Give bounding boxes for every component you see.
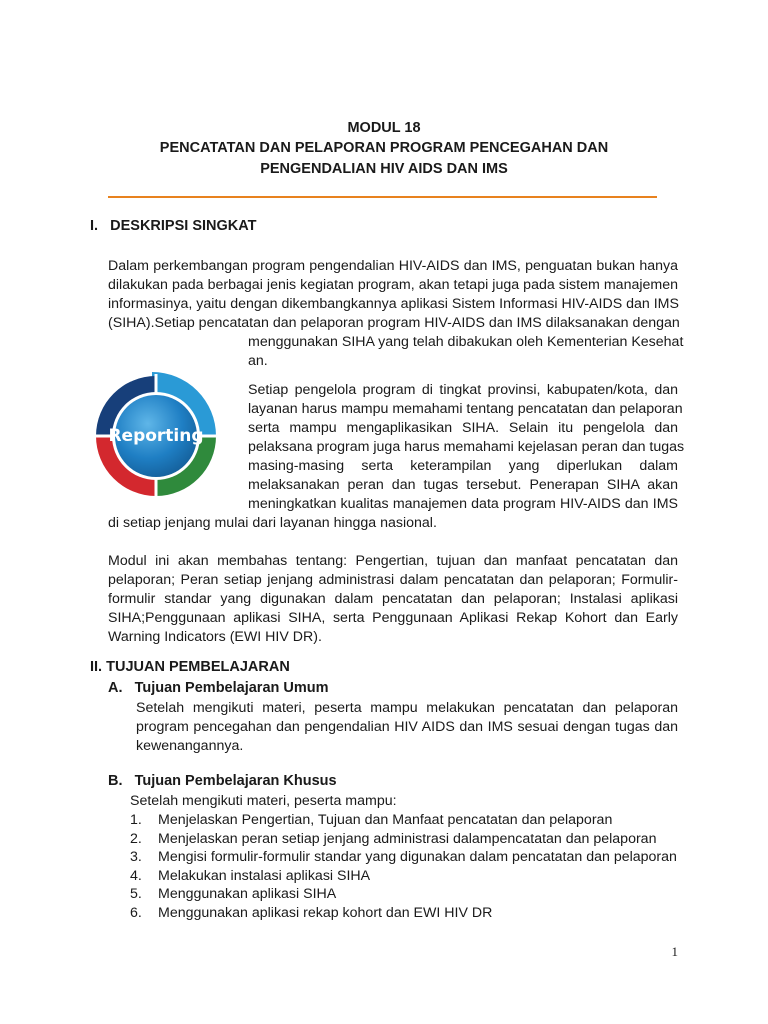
title-divider (108, 196, 657, 198)
list-item (130, 885, 690, 904)
list-number: 1. (130, 812, 142, 828)
list-text: Menjelaskan Pengertian, Tujuan dan Manfaat pencatatan dan pelaporan (158, 812, 613, 828)
list-text: Melakukan instalasi aplikasi SIHA (158, 867, 371, 884)
text-line: masing-masing serta keterampilan yang diperlukan dalam (248, 458, 678, 474)
reporting-badge-image (96, 368, 216, 504)
text-line: Dalam perkembangan program pengendalian HIV-AIDS dan IMS, penguatan bukan hanya (108, 258, 678, 274)
text-line: formulir standar yang digunakan dalam pencatatan dan pelaporan; Instalasi aplikasi (108, 591, 678, 607)
list-text: Menjelaskan peran setiap jenjang administrasi dalampencatatan dan pelaporan (158, 830, 657, 847)
list-item (130, 830, 690, 849)
list-text: Mengisi formulir-formulir standar yang digunakan dalam pencatatan dan pelaporan (158, 849, 677, 866)
list-item (130, 867, 690, 886)
list-text: Menggunakan aplikasi rekap kohort dan EWI HIV DR (158, 904, 493, 921)
text-line: pelaksana program juga harus memahami kejelasan peran dan tugas (248, 439, 685, 455)
list-number: 6. (130, 904, 142, 921)
list-number: 3. (130, 849, 142, 866)
module-title-line1: PENCATATAN DAN PELAPORAN PROGRAM PENCEGAHAN DAN (159, 140, 609, 156)
module-number: MODUL 18 (347, 120, 421, 136)
text-line: meningkatkan kualitas manajemen data program HIV-AIDS dan IMS (248, 496, 678, 512)
list-item (130, 848, 690, 867)
text-line: menggunakan SIHA yang telah dibakukan oleh Kementerian Kesehat (248, 334, 684, 350)
text-line: serta mampu mengaplikasikan SIHA. Selain itu pengelola dan (248, 420, 678, 436)
module-title-line2: PENGENDALIAN HIV AIDS DAN IMS (260, 161, 508, 177)
text-line: layanan harus mampu memahami tentang pencatatan dan pelaporan (248, 401, 683, 417)
list-number: 5. (130, 886, 142, 903)
list-item (130, 904, 690, 923)
tujuan-khusus-intro: Setelah mengikuti materi, peserta mampu: (130, 793, 397, 809)
text-line: program pencegahan dan pengendalian HIV AIDS dan IMS sesuai dengan tugas dan (136, 719, 678, 735)
text-line: informasinya, yaitu dengan dikembangkannya aplikasi Sistem Informasi HIV-AIDS dan IMS (108, 296, 679, 312)
paragraph-modul (108, 552, 678, 647)
page-number: 1 (671, 944, 678, 959)
text-line: melaksanakan peran dan tugas tersebut. Penerapan SIHA akan (248, 477, 678, 493)
text-line: an. (248, 353, 268, 369)
reporting-label: Reporting (108, 426, 204, 446)
text-line: dilakukan pada berbagai jenis kegiatan program, akan tetapi juga pada sistem manajemen (108, 277, 678, 293)
text-line: SIHA;Penggunaan aplikasi SIHA, serta Penggunaan Aplikasi Rekap Kohort dan Early (108, 610, 678, 626)
section-heading-deskripsi: I. DESKRIPSI SINGKAT (90, 218, 257, 234)
text-line: pelaporan; Peran setiap jenjang administrasi dalam pencatatan dan pelaporan; Formulir- (108, 572, 678, 588)
text-line: (SIHA).Setiap pencatatan dan pelaporan program HIV-AIDS dan IMS dilaksanakan dengan (108, 315, 680, 331)
subheading-tujuan-khusus: B. Tujuan Pembelajaran Khusus (108, 773, 337, 789)
text-line: di setiap jenjang mulai dari layanan hingga nasional. (108, 515, 437, 531)
list-number: 4. (130, 867, 142, 884)
list-text: Menggunakan aplikasi SIHA (158, 886, 337, 903)
text-line: Modul ini akan membahas tentang: Pengertian, tujuan dan manfaat pencatatan dan (108, 553, 678, 569)
paragraph-intro (108, 257, 678, 333)
list-number: 2. (130, 830, 142, 847)
list-item (130, 811, 690, 830)
section-heading-tujuan: II. TUJUAN PEMBELAJARAN (90, 659, 290, 675)
paragraph-tujuan-umum (136, 699, 678, 756)
paragraph-pengelola-cont (108, 514, 678, 533)
text-line: Setelah mengikuti materi, peserta mampu melakukan pencatatan dan pelaporan (136, 700, 678, 716)
text-line: Warning Indicators (EWI HIV DR). (108, 629, 322, 645)
tujuan-khusus-list (130, 811, 690, 923)
paragraph-pengelola (248, 381, 685, 514)
text-line: kewenangannya. (136, 738, 244, 754)
paragraph-intro-cont (248, 333, 684, 371)
subheading-tujuan-umum: A. Tujuan Pembelajaran Umum (108, 680, 329, 696)
text-line: Setiap pengelola program di tingkat provinsi, kabupaten/kota, dan (248, 382, 678, 398)
